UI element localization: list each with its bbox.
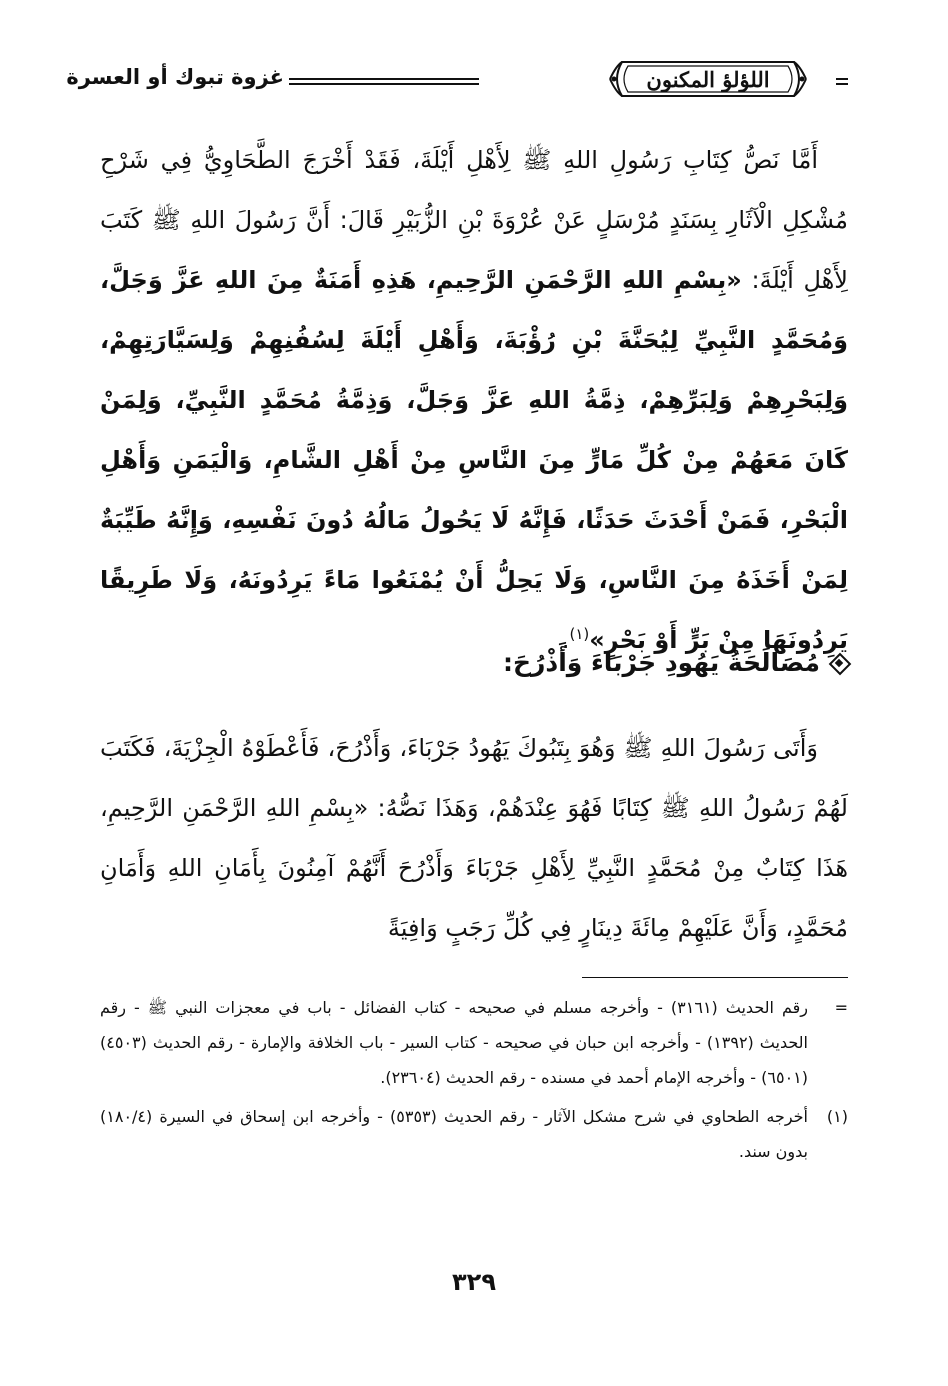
footnote-separator (582, 977, 848, 978)
second-paragraph-text: وَأَتَى رَسُولَ اللهِ ﷺ وَهُوَ بِتَبُوكَ يَهُودُ جَرْبَاءَ، وَأَذْرُحَ، فَأَعْطَوْهُ الْجِزْيَةَ، فَكَتَبَ لَهُمْ رَسُولُ اللهِ ﷺ كِتَابًا فَهُوَ عِنْدَهُمْ، وَهَذَا نَصُّهُ: (100, 734, 848, 822)
aylah-letter-quote: «بِسْمِ اللهِ الرَّحْمَنِ الرَّحِيمِ، هَذِهِ أَمَنَةٌ مِنَ اللهِ عَزَّ وَجَلَّ، وَمُحَمَّدٍ النَّبِيِّ لِيُحَنَّةَ بْنِ رُؤْبَةَ، وَأَهْلِ أَيْلَةَ لِسُفُنِهِمْ وَلِسَيَّارَتِهِمْ، وَلِبَحْرِهِمْ وَلِبَرِّهِمْ، ذِمَّةُ اللهِ عَزَّ وَجَلَّ، وَذِمَّةُ مُحَمَّدٍ النَّبِيِّ، وَلِمَنْ كَانَ مَعَهُمْ مِنْ كُلِّ مَارٍّ مِنَ النَّاسِ مِنْ أَهْلِ الشَّامِ، وَالْيَمَنِ وَأَهْلِ الْبَحْرِ، فَمَنْ أَحْدَثَ حَدَثًا، فَإِنَّهُ لَا يَحُولُ مَالُهُ دُونَ نَفْسِهِ، وَإِنَّهُ طَيِّبَةٌ لِمَنْ أَخَذَهُ مِنَ النَّاسِ، وَلَا يَحِلُّ أَنْ يُمْنَعُوا مَاءً يَرِدُونَهُ، وَلَا طَرِيقًا يَرِدُونَهَا مِنْ بَرٍّ أَوْ بَحْرٍ» (100, 266, 848, 654)
footnote-continuation (100, 990, 848, 1095)
page-number: ٣٢٩ (452, 1268, 496, 1296)
running-header (66, 58, 848, 108)
header-rule-right (836, 78, 848, 85)
section-heading-text: مُصَالَحَةُ يَهُودِ جَرْبَاءَ وَأَذْرُحَ: (502, 648, 820, 677)
header-rule-left (289, 78, 479, 85)
jarba-letter-quote: «بِسْمِ اللهِ الرَّحْمَنِ الرَّحِيمِ، هَذَا كِتَابٌ مِنْ مُحَمَّدٍ النَّبِيِّ لِأَهْلِ جَرْبَاءَ وَأَذْرُحَ أَنَّهُمْ آمِنُونَ بِأَمَانِ اللهِ وَأَمَانِ مُحَمَّدٍ، وَأَنَّ عَلَيْهِمْ مِائَةَ دِينَارٍ فِي كُلِّ رَجَبٍ وَافِيَةً (100, 794, 848, 942)
intro-paragraph-text: أَمَّا نَصُّ كِتَابِ رَسُولِ اللهِ ﷺ لِأَهْلِ أَيْلَةَ، فَقَدْ أَخْرَجَ الطَّحَاوِيُّ فِي شَرْحِ مُشْكِلِ الْآثَارِ بِسَنَدٍ مُرْسَلٍ عَنْ عُرْوَةَ بْنِ الزُّبَيْرِ قَالَ: أَنَّ رَسُولَ اللهِ ﷺ كَتَبَ لِأَهْلِ أَيْلَةَ: (100, 146, 848, 294)
footnotes (100, 990, 848, 1169)
footnote-reference: (١) (569, 625, 590, 643)
chapter-title: غزوة تبوك أو العسرة (66, 65, 284, 89)
main-text-block (100, 130, 848, 670)
section-heading (503, 648, 848, 677)
footnote-marker: (١) (826, 1107, 848, 1126)
footnote-text: رقم الحديث (٣١٦١) - وأخرجه مسلم في صحيحه - كتاب الفضائل - باب في معجزات النبي ﷺ - رقم الحديث (١٣٩٢) - وأخرجه ابن حبان في صحيحه - كتاب السير - باب الخلافة والإمارة - رقم الحديث (٤٥٠٣) (٦٥٠١) - وأخرجه الإمام أحمد في مسنده - رقم الحديث (٢٣٦٠٤). (100, 998, 809, 1087)
footnote-text: أخرجه الطحاوي في شرح مشكل الآثار - رقم الحديث (٥٣٥٣) - وأخرجه ابن إسحاق في السيرة (١٨٠/٤) بدون سند. (100, 1107, 808, 1161)
paragraph-end: . (561, 626, 570, 654)
diamond-bullet-icon (830, 654, 848, 672)
intro-paragraph (100, 130, 848, 670)
second-paragraph (100, 718, 848, 958)
footnote-1 (100, 1099, 848, 1169)
book-title: اللؤلؤ المكنون (646, 66, 770, 92)
second-text-block (100, 718, 848, 958)
footnote-marker: = (834, 998, 848, 1017)
book-title-badge (608, 58, 808, 100)
